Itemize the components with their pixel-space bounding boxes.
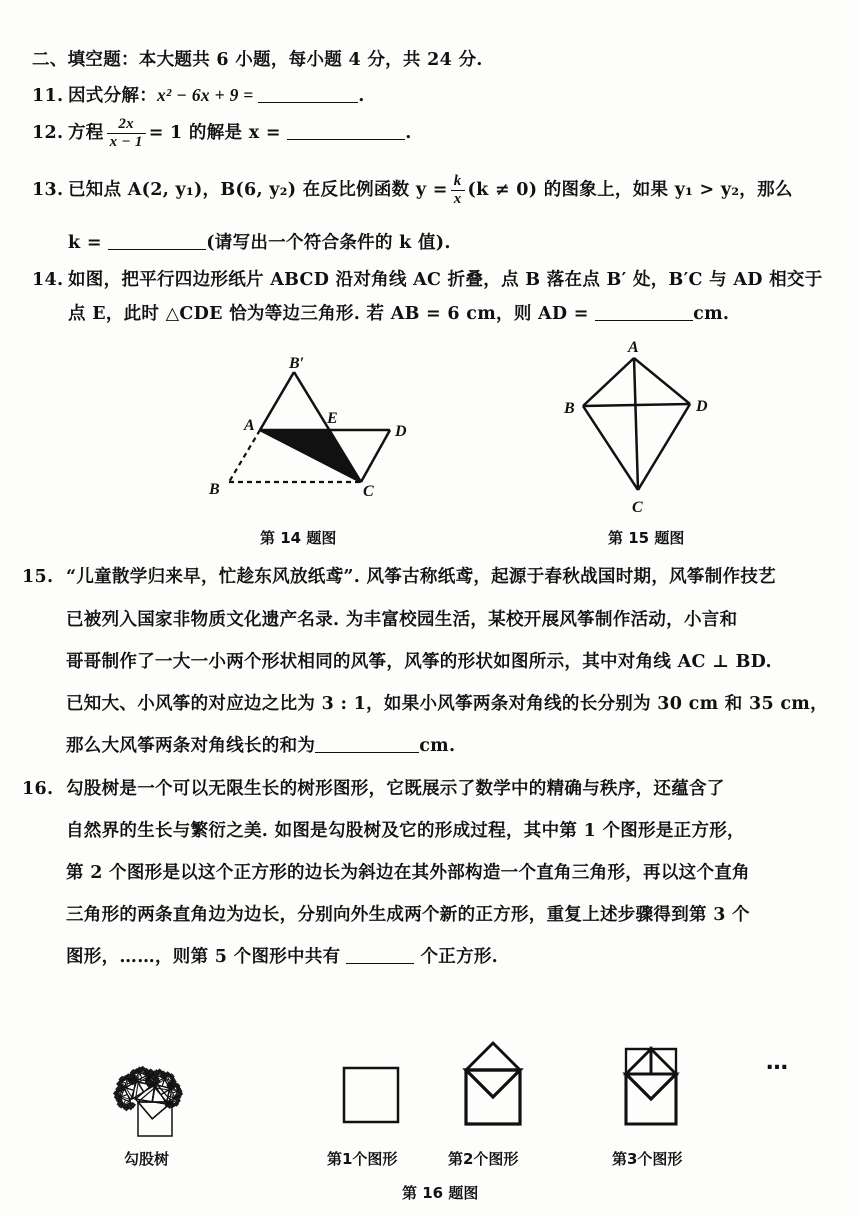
question-15-line2 bbox=[66, 606, 737, 631]
label-e: E bbox=[327, 410, 338, 427]
question-16-line3 bbox=[66, 859, 750, 884]
fraction-denominator: x − 1 bbox=[109, 134, 143, 150]
answer-blank[interactable] bbox=[346, 947, 414, 964]
question-16-line1 bbox=[22, 775, 725, 800]
q14-text-c: cm. bbox=[693, 304, 730, 324]
question-number: 13. bbox=[32, 180, 64, 200]
q15-text-line: 已被列入国家非物质文化遗产名录. 为丰富校园生活，某校开展风筝制作活动，小言和 bbox=[66, 610, 738, 630]
question-number: 15. bbox=[22, 567, 54, 587]
question-15-line3 bbox=[66, 648, 772, 673]
continuation-ellipsis: … bbox=[766, 1050, 788, 1075]
q14-text-a: 如图，把平行四边形纸片 ABCD 沿对角线 AC 折叠，点 B 落在点 B′ 处，B′C 与 AD 相交于 bbox=[68, 270, 823, 290]
tree-triangle bbox=[626, 1074, 676, 1099]
label-c: C bbox=[363, 483, 374, 500]
question-16-line4 bbox=[66, 901, 750, 926]
q11-prefix: 因式分解： bbox=[68, 86, 157, 106]
label-b: B bbox=[564, 400, 575, 417]
q12-prefix: 方程 bbox=[68, 123, 104, 143]
tree-caption: 勾股树 bbox=[124, 1150, 170, 1168]
figure-15-kite bbox=[556, 336, 726, 518]
question-13-line1 bbox=[32, 173, 793, 208]
q16-text-line: 自然界的生长与繁衍之美. 如图是勾股树及它的形成过程，其中第 1 个图形是正方形， bbox=[66, 821, 745, 841]
question-16-line2 bbox=[66, 817, 745, 842]
question-number: 16. bbox=[22, 779, 54, 799]
q16-text-line: 三角形的两条直角边为边长，分别向外生成两个新的正方形，重复上述步骤得到第 3 个 bbox=[66, 905, 750, 925]
answer-blank[interactable] bbox=[258, 86, 358, 103]
question-14-line1 bbox=[32, 266, 823, 291]
segment-dc bbox=[361, 430, 390, 482]
figure-16-caption: 第 16 题图 bbox=[402, 1184, 479, 1202]
diagonal-ac bbox=[634, 358, 638, 490]
q13-text-c: k = bbox=[68, 233, 109, 253]
q15-text-line: 已知大、小风筝的对应边之比为 3 : 1，如果小风筝两条对角线的长分别为 30 cm 和 35 cm， bbox=[66, 694, 828, 714]
question-15-line1 bbox=[22, 563, 776, 588]
stage-1-figure bbox=[334, 1060, 414, 1130]
question-11 bbox=[32, 82, 365, 107]
q12-middle: = 1 的解是 x = bbox=[148, 123, 288, 143]
figure-14-diagram bbox=[196, 350, 426, 510]
q15-text-unit: cm. bbox=[419, 736, 456, 756]
stage-3-caption: 第3个图形 bbox=[612, 1150, 683, 1168]
question-12 bbox=[32, 116, 412, 151]
square bbox=[344, 1068, 398, 1122]
label-a: A bbox=[244, 417, 255, 434]
figure-15-caption: 第 15 题图 bbox=[608, 529, 685, 547]
q16-text-line: 勾股树是一个可以无限生长的树形图形，它既展示了数学中的精确与秩序，还蕴含了 bbox=[66, 779, 725, 799]
question-number: 12. bbox=[32, 123, 64, 143]
answer-blank[interactable] bbox=[287, 123, 405, 140]
answer-blank[interactable] bbox=[595, 304, 693, 321]
label-c: C bbox=[632, 499, 643, 516]
question-number: 14. bbox=[32, 270, 64, 290]
question-15-line4 bbox=[66, 690, 828, 715]
section-header-text: 二、填空题：本大题共 6 小题，每小题 4 分，共 24 分. bbox=[32, 50, 483, 70]
segment-ab-prime bbox=[260, 372, 294, 430]
pythagoras-tree-fractal bbox=[56, 990, 316, 1140]
q16-text-end: 个正方形. bbox=[420, 947, 499, 967]
label-b: B bbox=[209, 481, 220, 498]
section-header bbox=[32, 46, 483, 71]
answer-blank[interactable] bbox=[315, 736, 419, 753]
stage-2-figure bbox=[432, 1006, 552, 1132]
label-b-prime: B′ bbox=[289, 355, 305, 372]
q13-text-b: (k ≠ 0) 的图象上，如果 y₁ > y₂，那么 bbox=[467, 180, 793, 200]
segment-ab-dashed bbox=[229, 430, 260, 482]
q15-text-line: “儿童散学归来早，忙趁东风放纸鸢”. 风筝古称纸鸢，起源于春秋战国时期，风筝制作技艺 bbox=[66, 567, 776, 587]
tree-triangle bbox=[626, 1049, 651, 1074]
segment-dc bbox=[638, 404, 690, 490]
segment-ad bbox=[634, 358, 690, 404]
question-16-line5 bbox=[66, 943, 498, 968]
stage-1-caption: 第1个图形 bbox=[327, 1150, 398, 1168]
fraction-numerator: 2x bbox=[107, 116, 146, 134]
q11-expression: x² − 6x + 9 = bbox=[157, 85, 259, 105]
stage-2-caption: 第2个图形 bbox=[448, 1150, 519, 1168]
diagonal-bd bbox=[583, 404, 690, 406]
q12-suffix: . bbox=[405, 123, 412, 143]
q15-text-line: 哥哥制作了一大一小两个形状相同的风筝，风筝的形状如图所示，其中对角线 AC ⊥ BD. bbox=[66, 652, 772, 672]
label-d: D bbox=[395, 423, 407, 440]
q13-fraction bbox=[451, 173, 465, 208]
question-13-line2 bbox=[68, 229, 451, 254]
q13-text-d: (请写出一个符合条件的 k 值). bbox=[206, 233, 451, 253]
question-15-line5 bbox=[66, 732, 455, 757]
q16-text-line: 图形，……，则第 5 个图形中共有 bbox=[66, 947, 341, 967]
q15-text-line: 那么大风筝两条对角线长的和为 bbox=[66, 736, 316, 756]
q13-text-a: 已知点 A(2, y₁)，B(6, y₂) 在反比例函数 y = bbox=[68, 180, 448, 200]
q12-fraction bbox=[107, 116, 146, 151]
fraction-denominator: x bbox=[453, 191, 462, 207]
tree-triangle bbox=[466, 1070, 520, 1097]
question-number: 11. bbox=[32, 86, 64, 106]
label-d: D bbox=[696, 398, 708, 415]
segment-ab bbox=[583, 358, 634, 406]
fraction-numerator: k bbox=[451, 173, 465, 191]
figure-14-caption: 第 14 题图 bbox=[260, 529, 337, 547]
stage-3-figure bbox=[564, 980, 744, 1132]
q14-text-b: 点 E，此时 △CDE 恰为等边三角形. 若 AB = 6 cm，则 AD = bbox=[68, 304, 596, 324]
q11-suffix: . bbox=[358, 86, 365, 106]
q16-text-line: 第 2 个图形是以这个正方形的边长为斜边在其外部构造一个直角三角形，再以这个直角 bbox=[66, 863, 750, 883]
segment-bc bbox=[583, 406, 638, 490]
label-a: A bbox=[628, 339, 639, 356]
answer-blank[interactable] bbox=[108, 233, 206, 250]
question-14-line2 bbox=[68, 300, 729, 325]
